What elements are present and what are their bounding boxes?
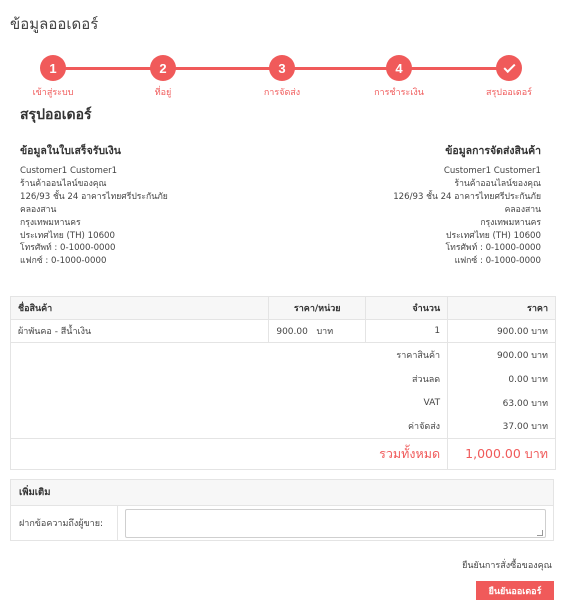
summary-spacer: [11, 343, 366, 367]
table-header-row: [11, 297, 556, 320]
checkout-stepper: [0, 55, 564, 100]
summary-title: สรุปออเดอร์: [20, 107, 92, 123]
step-label: ที่อยู่: [154, 88, 172, 98]
order-table: [10, 296, 556, 470]
billing-address: [20, 145, 270, 268]
shipping-line: ร้านค้าออนไลน์ของคุณ: [454, 178, 541, 189]
step-number: 1: [40, 55, 66, 81]
shipping-line: ประเทศไทย (TH) 10600: [446, 230, 541, 241]
step-payment[interactable]: [359, 55, 439, 99]
summary-label: ค่าจัดส่ง: [366, 415, 448, 439]
shipping-line: คลองสาน: [504, 204, 541, 215]
billing-line: ประเทศไทย (TH) 10600: [20, 230, 115, 241]
billing-line: แฟกซ์ : 0-1000-0000: [20, 256, 107, 267]
shipping-address: [291, 145, 541, 268]
summary-spacer: [11, 415, 366, 439]
summary-label: VAT: [366, 391, 448, 415]
step-address[interactable]: [123, 55, 203, 99]
step-shipping[interactable]: [242, 55, 322, 99]
shipping-line: แฟกซ์ : 0-1000-0000: [454, 256, 541, 267]
billing-line: 126/93 ชั้น 24 อาคารไทยศรีประกันภัย: [20, 191, 168, 202]
step-number: 3: [269, 55, 295, 81]
summary-label: ส่วนลด: [366, 367, 448, 391]
confirm-text: ยืนยันการสั่งซื้อของคุณ: [462, 561, 552, 571]
grand-total-value: 1,000.00 บาท: [448, 439, 556, 470]
page-title: ข้อมูลออเดอร์: [10, 15, 99, 33]
step-label: เข้าสู่ระบบ: [32, 88, 74, 98]
summary-row-subtotal: [11, 343, 556, 367]
shipping-line: Customer1 Customer1: [443, 166, 541, 176]
billing-line: คลองสาน: [20, 204, 57, 215]
summary-value: 37.00 บาท: [448, 415, 556, 439]
billing-line: โทรศัพท์ : 0-1000-0000: [20, 243, 116, 254]
summary-value: 0.00 บาท: [448, 367, 556, 391]
step-summary[interactable]: [469, 55, 549, 99]
more-info-panel: [10, 479, 554, 541]
summary-row-discount: [11, 367, 556, 391]
note-label: ฝากข้อความถึงผู้ขาย:: [11, 506, 118, 540]
resize-grip-icon[interactable]: [537, 530, 543, 536]
confirm-order-button[interactable]: ยืนยันออเดอร์: [476, 581, 554, 600]
step-number: 4: [386, 55, 412, 81]
item-unit-price-value: 900.00: [276, 327, 308, 337]
step-label: การชำระเงิน: [374, 88, 424, 98]
shipping-line: กรุงเทพมหานคร: [480, 217, 541, 228]
item-name: ผ้าพันคอ - สีน้ำเงิน: [11, 320, 269, 343]
item-quantity: 1: [366, 320, 448, 343]
grand-total-row: [11, 439, 556, 470]
summary-spacer: [11, 367, 366, 391]
summary-spacer: [11, 391, 366, 415]
header-total: ราคา: [448, 297, 556, 320]
step-label: การจัดส่ง: [263, 88, 301, 98]
grand-total-label: รวมทั้งหมด: [366, 439, 448, 470]
shipping-line: 126/93 ชั้น 24 อาคารไทยศรีประกันภัย: [393, 191, 541, 202]
summary-value: 900.00 บาท: [448, 343, 556, 367]
summary-spacer: [11, 439, 366, 470]
summary-row-shipping: [11, 415, 556, 439]
shipping-line: โทรศัพท์ : 0-1000-0000: [445, 243, 541, 254]
billing-line: ร้านค้าออนไลน์ของคุณ: [20, 178, 107, 189]
summary-value: 63.00 บาท: [448, 391, 556, 415]
header-product-name: ชื่อสินค้า: [11, 297, 269, 320]
billing-heading: ข้อมูลในใบเสร็จรับเงิน: [20, 145, 121, 157]
header-unit-price: ราคา/หน่วย: [269, 297, 366, 320]
item-total: 900.00 บาท: [448, 320, 556, 343]
item-unit-currency: บาท: [316, 327, 334, 337]
summary-row-vat: [11, 391, 556, 415]
billing-line: Customer1 Customer1: [20, 166, 118, 176]
table-row: [11, 320, 556, 343]
more-info-heading: เพิ่มเติม: [11, 480, 553, 506]
step-check: [496, 55, 522, 81]
item-unit-price: [269, 320, 366, 343]
check-icon: [503, 60, 515, 72]
step-login[interactable]: [13, 55, 93, 99]
summary-label: ราคาสินค้า: [366, 343, 448, 367]
header-quantity: จำนวน: [366, 297, 448, 320]
billing-line: กรุงเทพมหานคร: [20, 217, 81, 228]
step-label: สรุปออเดอร์: [485, 88, 532, 98]
seller-note-input[interactable]: [125, 509, 546, 538]
step-number: 2: [150, 55, 176, 81]
shipping-heading: ข้อมูลการจัดส่งสินค้า: [445, 145, 541, 157]
